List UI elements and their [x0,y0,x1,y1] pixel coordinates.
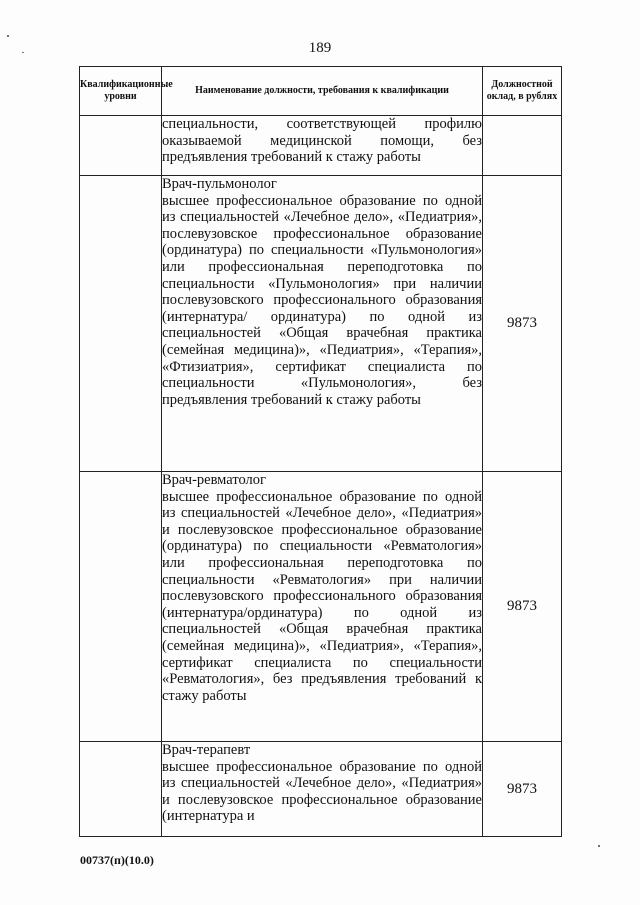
scan-speck [7,35,9,37]
requirements-cell [162,742,483,837]
requirements-cell [162,176,483,472]
footer-document-code: 00737(п)(10.0) [80,853,154,867]
requirements-text: высшее профессиональное образование по одной из специальностей «Лечебное дело», «Педиатрия», послевузовское профессиональное образование (ординатура) по специальности «Пульмонология» или профессиональная переподготовка по специальности «Пульмонология» при наличии послевузовского профессионального образования (интернатура/ ординатура) по одной из специальностей «Общая врачебная практика (семейная медицина)», «Педиатрия», «Терапия», «Фтизиатрия», сертификат специалиста по специальности «Пульмонология», без предъявления требований к стажу работы [162,192,482,408]
page-number: 189 [308,40,332,56]
scan-speck [22,52,24,53]
requirements-cell [162,472,483,742]
salary-cell: 9873 [483,176,562,472]
requirements-text: специальности, соответствующей профилю оказываемой медицинской помощи, без предъявления требований к стажу работы [162,116,482,166]
table-row [80,472,562,742]
level-cell [80,116,162,176]
level-cell [80,742,162,837]
salary-cell: 9873 [483,472,562,742]
level-cell [80,176,162,472]
header-salary: Должностной оклад, в рублях [483,67,562,116]
position-title: Врач-терапевт [162,742,251,758]
requirements-text: высшее профессиональное образование по одной из специальностей «Лечебное дело», «Педиатрия» и послевузовское профессиональное образование (интернатура и [162,758,482,825]
level-cell [80,472,162,742]
table-row [80,176,562,472]
scan-speck [598,845,600,847]
requirements-cell [162,116,483,176]
requirements-text: высшее профессиональное образование по одной из специальностей «Лечебное дело», «Педиатрия» и послевузовское профессиональное образование (ординатура) по специальности «Ревматология» или профессиональная переподготовка по специальности «Ревматология» при наличии послевузовского профессионального образования (интернатура/ординатура) по одной из специальностей «Общая врачебная практика (семейная медицина)», «Педиатрия», «Терапия», сертификат специалиста по специальности «Ревматология», без предъявления требований к стажу работы [162,488,482,704]
table-row [80,116,562,176]
header-qualification-levels: Квалификационные уровни [80,67,162,116]
table-header-row [80,67,562,116]
position-title: Врач-пульмонолог [162,176,277,192]
table-row [80,742,562,837]
header-position-requirements: Наименование должности, требования к квалификации [162,67,483,116]
salary-cell [483,116,562,176]
salary-cell: 9873 [483,742,562,837]
qualification-table [79,66,562,837]
position-title: Врач-ревматолог [162,472,266,488]
